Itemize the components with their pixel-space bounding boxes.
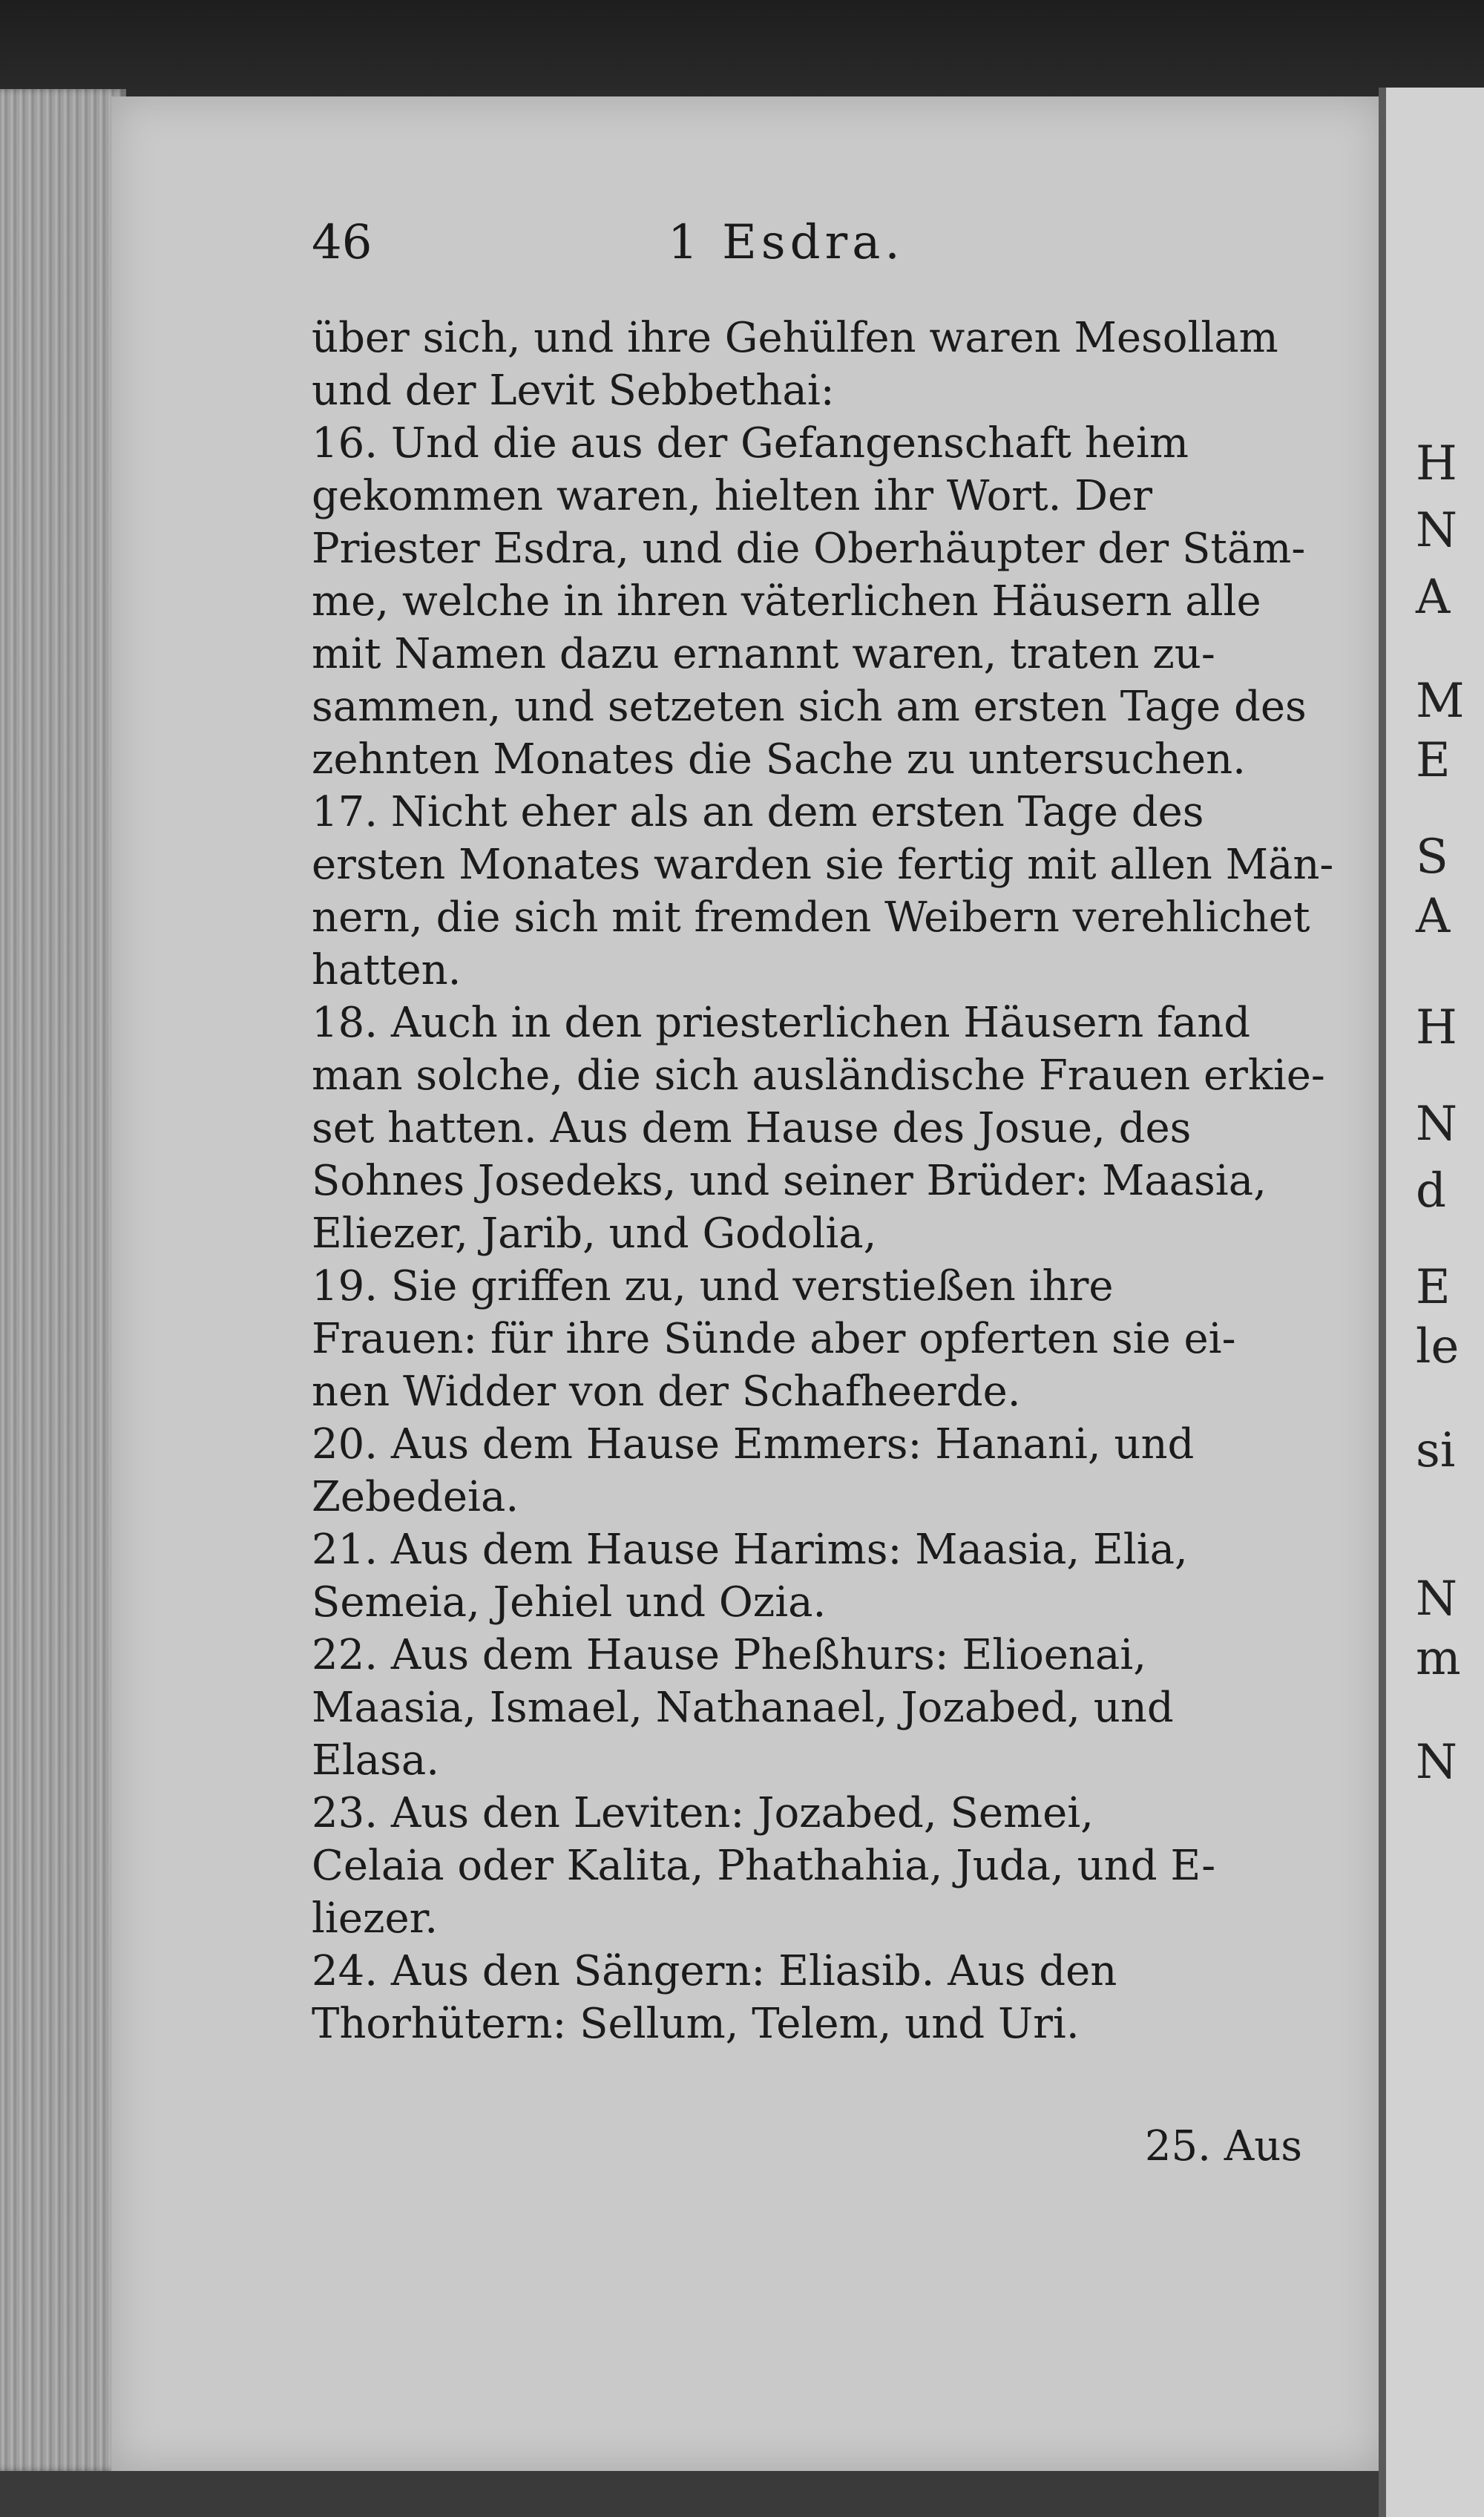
text-line: 24. Aus den Sängern: Eliasib. Aus den [312,1947,1117,1995]
page-edges [0,89,126,2471]
background-top [0,0,1484,111]
text-line: man solche, die sich ausländische Frauen erkie- [312,1051,1325,1100]
page-header [312,215,1306,282]
text-line: und der Levit Sebbethai: [312,367,835,415]
text-line: mit Namen dazu ernannt waren, traten zu- [312,630,1215,678]
text-line: set hatten. Aus dem Hause des Josue, des [312,1104,1192,1152]
facing-page-fragment: M [1416,674,1465,729]
facing-page-fragment: H [1416,1000,1457,1055]
text-line: gekommen waren, hielten ihr Wort. Der [312,472,1152,520]
text-line: Maasia, Ismael, Nathanael, Jozabed, und [312,1684,1174,1732]
text-line: nern, die sich mit fremden Weibern verehlichet [312,893,1310,942]
text-line: Priester Esdra, und die Oberhäupter der Stäm- [312,525,1306,573]
facing-page-fragment: si [1416,1423,1456,1478]
text-line: Sohnes Josedeks, und seiner Brüder: Maasia, [312,1157,1267,1205]
facing-page-fragment: N [1416,1572,1457,1627]
facing-page-fragment: d [1416,1164,1446,1218]
facing-page [1379,88,1484,2517]
catchword: 25. Aus [1144,2122,1302,2170]
facing-page-fragment: E [1416,733,1451,788]
text-line: 20. Aus dem Hause Emmers: Hanani, und [312,1420,1195,1468]
text-line: Semeia, Jehiel und Ozia. [312,1578,827,1627]
facing-page-fragment: H [1416,436,1457,491]
facing-page-fragment: A [1416,889,1451,944]
facing-page-fragment: S [1416,830,1448,885]
text-line: Thorhütern: Sellum, Telem, und Uri. [312,2000,1080,2048]
text-line: nen Widder von der Schafheerde. [312,1368,1021,1416]
facing-page-fragment: N [1416,1735,1457,1790]
text-line: hatten. [312,946,462,994]
text-line: Celaia oder Kalita, Phathahia, Juda, und E- [312,1842,1216,1890]
facing-page-fragment: N [1416,1097,1457,1152]
page-number: 46 [312,215,372,270]
text-line: Frauen: für ihre Sünde aber opferten sie ei- [312,1315,1236,1363]
text-line: liezer. [312,1894,439,1943]
text-line: sammen, und setzeten sich am ersten Tage des [312,683,1307,731]
running-title: 1 Esdra. [668,215,904,270]
text-line: ersten Monates warden sie fertig mit allen Män- [312,841,1334,889]
text-line: 23. Aus den Leviten: Jozabed, Semei, [312,1789,1094,1837]
text-line: me, welche in ihren väterlichen Häusern alle [312,577,1261,626]
page-body [312,312,1334,2050]
facing-page-fragment: A [1416,570,1451,625]
text-line: zehnten Monates die Sache zu untersuchen. [312,735,1246,784]
text-line: 19. Sie griffen zu, und verstießen ihre [312,1262,1114,1310]
text-line: Zebedeia. [312,1473,519,1521]
facing-page-fragment: le [1416,1319,1460,1374]
text-line: Elasa. [312,1736,440,1785]
facing-page-fragment: m [1416,1631,1461,1686]
text-line: 17. Nicht eher als an dem ersten Tage des [312,788,1204,836]
text-line: 21. Aus dem Hause Harims: Maasia, Elia, [312,1526,1188,1574]
text-line: über sich, und ihre Gehülfen waren Mesollam [312,314,1278,362]
facing-page-fragment: N [1416,503,1457,558]
text-line: 16. Und die aus der Gefangenschaft heim [312,419,1189,467]
facing-page-fragment: E [1416,1260,1451,1315]
text-line: Eliezer, Jarib, und Godolia, [312,1210,877,1258]
text-line: 18. Auch in den priesterlichen Häusern fand [312,999,1251,1047]
text-line: 22. Aus dem Hause Pheßhurs: Elioenai, [312,1631,1147,1679]
